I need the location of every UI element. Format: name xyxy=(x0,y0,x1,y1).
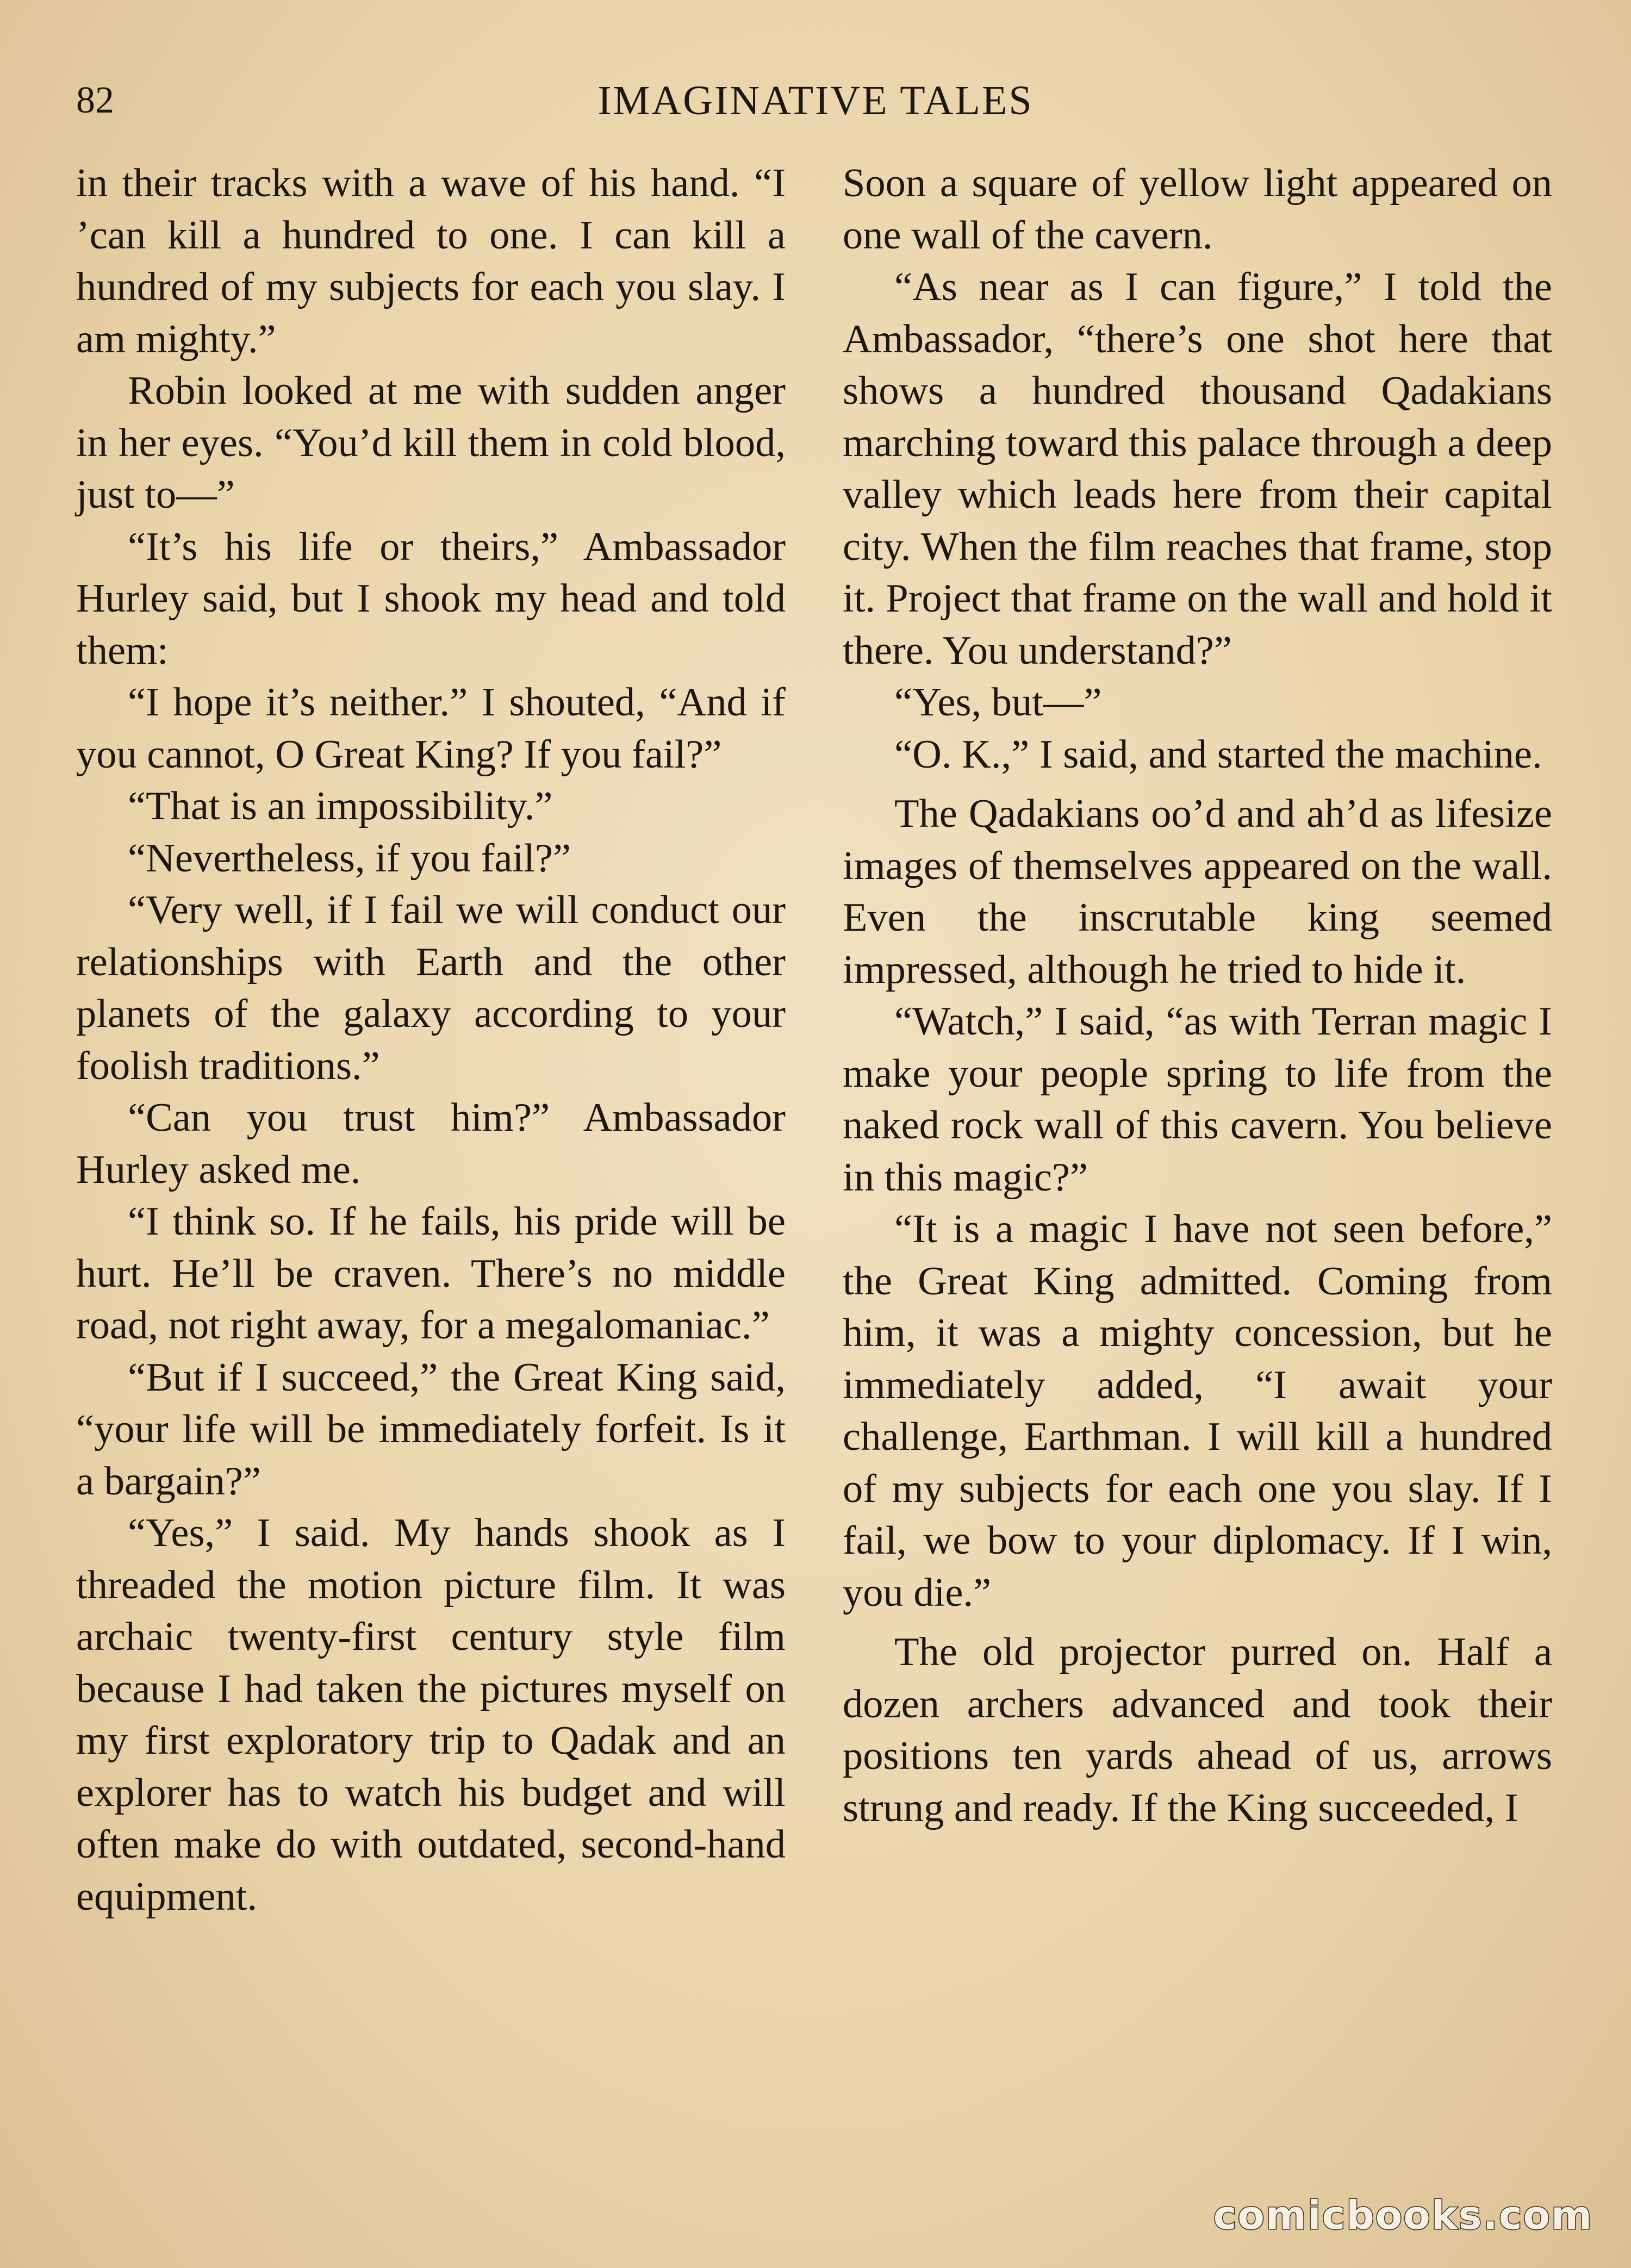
left-column xyxy=(76,158,786,1923)
paragraph: Robin looked at me with sudden anger in her eyes. “You’d kill them in cold blood, just to—” xyxy=(76,369,786,517)
paragraph: in their tracks with a wave of his hand. “I ’can kill a hundred to one. I can kill a hundred of my subjects for each you slay. I am mighty.” xyxy=(76,161,786,362)
right-column xyxy=(843,158,1552,1834)
page-header xyxy=(0,73,1631,128)
paragraph: “But if I succeed,” the Great King said, “your life will be immediately forfeit. Is it a bargain?” xyxy=(76,1355,786,1504)
paragraph: “Nevertheless, if you fail?” xyxy=(128,836,571,881)
paragraph: “That is an impossibility.” xyxy=(128,784,553,828)
paragraph: “It’s his life or theirs,” Ambassador Hurley said, but I shook my head and told them: xyxy=(76,524,786,673)
paragraph: “Can you trust him?” Ambassador Hurley asked me. xyxy=(76,1095,786,1192)
paragraph: “Watch,” I said, “as with Terran magic I make your people spring to life from the naked rock wall of this cavern. You believe in this magic?” xyxy=(843,999,1552,1200)
paragraph: The Qadakians oo’d and ah’d as lifesize images of themselves appeared on the wall. Even the inscrutable king seemed impressed, although he tried to hide it. xyxy=(843,792,1552,992)
page-number: 82 xyxy=(76,79,114,121)
paragraph: “Yes, but—” xyxy=(894,680,1102,725)
paragraph: The old projector purred on. Half a dozen archers advanced and took their positions ten yards ahead of us, arrows strung and ready. If the King succeeded, I xyxy=(843,1630,1552,1830)
paragraph: “As near as I can figure,” I told the Ambassador, “there’s one shot here that shows a hundred thousand Qadakians marching toward this palace through a deep valley which leads here from their capital city. When the film reaches that frame, stop it. Project that frame on the wall and hold it there. You understand?” xyxy=(843,265,1552,673)
watermark: comicbooks.com xyxy=(1213,2192,1593,2238)
paragraph: “I hope it’s neither.” I shouted, “And if you cannot, O Great King? If you fail?” xyxy=(76,680,786,777)
paragraph: “Yes,” I said. My hands shook as I threaded the motion picture film. It was archaic twenty-first century style film because I had taken the pictures myself on my first exploratory trip to Qadak and an explorer has to watch his budget and will often make do with outdated, second-hand equipment. xyxy=(76,1511,786,1919)
running-title: IMAGINATIVE TALES xyxy=(597,78,1034,123)
paragraph: “It is a magic I have not seen before,” the Great King admitted. Coming from him, it was a mighty concession, but he immediately added, “I await your challenge, Earthman. I will kill a hundred of my subjects for each one you slay. If I fail, we bow to your diplomacy. If I win, you die.” xyxy=(843,1207,1552,1615)
paragraph: “Very well, if I fail we will conduct our relationships with Earth and the other planets of the galaxy according to your foolish traditions.” xyxy=(76,888,786,1088)
paragraph: Soon a square of yellow light appeared on one wall of the cavern. xyxy=(843,161,1552,258)
paragraph: “I think so. If he fails, his pride will be hurt. He’ll be craven. There’s no middle road, not right away, for a megalomaniac.” xyxy=(76,1199,786,1348)
paragraph: “O. K.,” I said, and started the machine. xyxy=(894,732,1542,777)
